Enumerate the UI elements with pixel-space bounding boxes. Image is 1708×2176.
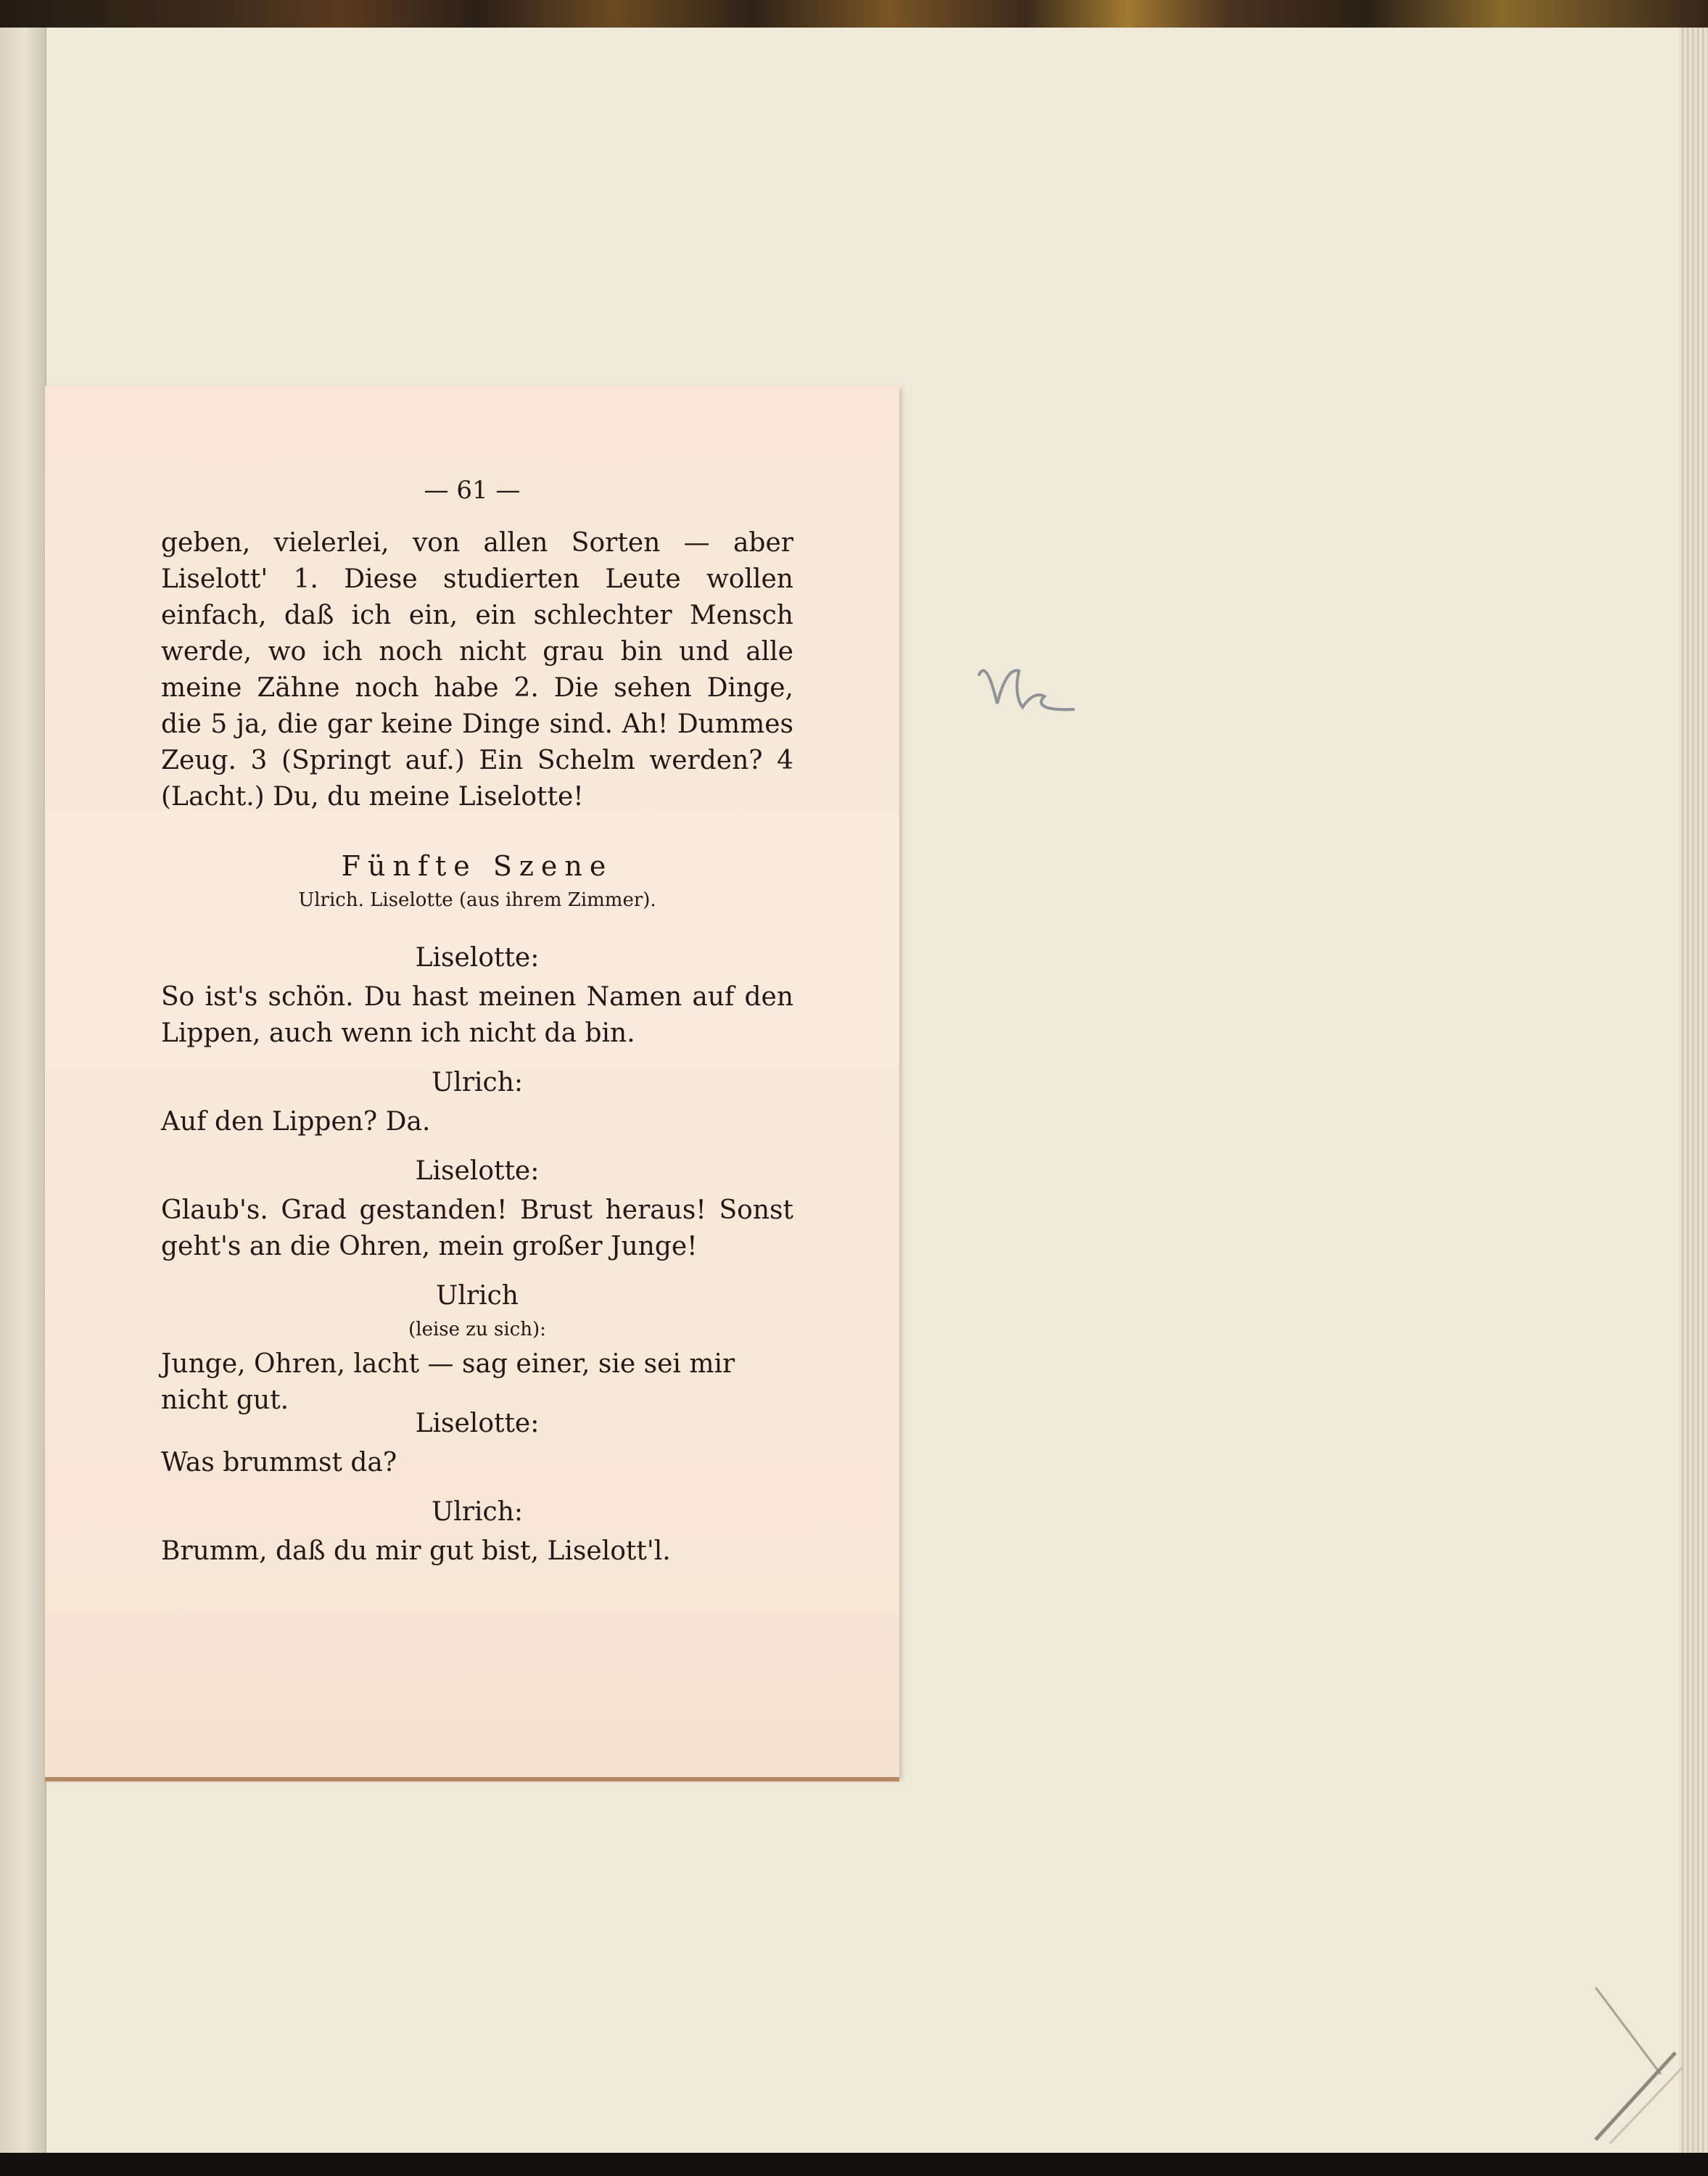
dialogue-line: Was brummst da? [161,1448,397,1478]
speaker-name: Liselotte: [415,943,540,973]
dialogue-line: Brumm, daß du mir gut bist, Liselott'l. [161,1536,671,1566]
scene-cast: Ulrich. Liselotte (aus ihrem Zimmer). [298,889,656,911]
dialogue-line: Glaub's. Grad gestanden! Brust heraus! Sonst geht's an die Ohren, mein großer Junge! [161,1195,793,1261]
speaker-name: Ulrich: [431,1068,524,1097]
speaker-name: Liselotte: [415,1156,540,1186]
bottom-shadow-band [0,2153,1708,2176]
speaker-name: Liselotte: [415,1409,540,1438]
speaker-name: Ulrich: [431,1497,524,1527]
dialogue-line: Junge, Ohren, lacht — sag einer, sie sei mir nicht gut. [161,1349,735,1415]
scene-title: Fünfte Szene [341,850,614,882]
pencil-annotation [965,646,1081,725]
page-number: — 61 — [424,476,521,505]
dialogue-line: Auf den Lippen? Da. [161,1107,431,1137]
newspaper-clipping [45,386,899,1777]
speaker-name: Ulrich [436,1281,519,1311]
stage-direction: (leise zu sich): [408,1319,546,1340]
book-gutter [0,28,46,2153]
dialogue-line: So ist's schön. Du hast meinen Namen auf den Lippen, auch wenn ich nicht da bin. [161,982,793,1048]
monologue-paragraph: geben, vielerlei, von allen Sorten — aber Liselott' 1. Diese studierten Leute wollen einfach, daß ich ein, ein schlechter Mensch werde, wo ich noch nicht grau bin und alle meine Zähne noch habe 2. Die sehen Dinge, die 5 ja, die gar keine Dinge sind. Ah! Dummes Zeug. 3 (Springt auf.) Ein Schelm werden? 4 (Lacht.) Du, du meine Liselotte! [161,528,793,812]
page-corner-fold [1581,1987,1690,2147]
page-edges [1679,28,1708,2153]
